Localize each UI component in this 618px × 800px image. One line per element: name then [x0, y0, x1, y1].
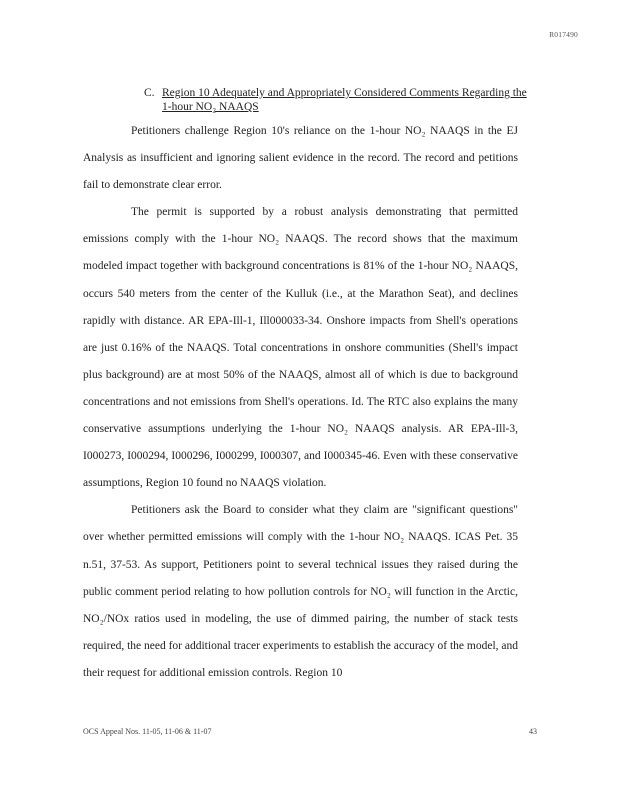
body-text	[83, 118, 518, 687]
paragraph: Petitioners challenge Region 10's reliance on the 1-hour NO₂ NAAQS in the EJ Analysis as insufficient and ignoring salient evidence in the record. The record and petitions fail to demonstrate clear error.	[83, 125, 518, 192]
footer-citation: OCS Appeal Nos. 11-05, 11-06 & 11-07	[83, 727, 212, 736]
section-title: Region 10 Adequately and Appropriately Considered Comments Regarding the 1-hour NO₂ NAAQS	[162, 87, 527, 113]
paragraph: The permit is supported by a robust analysis demonstrating that permitted emissions comply with the 1-hour NO₂ NAAQS. The record shows that the maximum modeled impact together with background concentrations is 81% of the 1-hour NO₂ NAAQS, occurs 540 meters from the center of the Kulluk (i.e., at the Marathon Seat), and declines rapidly with distance. AR EPA-Ill-1, Ill000033-34. Onshore impacts from Shell's operations are just 0.16% of the NAAQS. Total concentrations in onshore communities (Shell's impact plus background) are at most 50% of the NAAQS, almost all of which is due to background concentrations and not emissions from Shell's operations. Id. The RTC also explains the many conservative assumptions underlying the 1-hour NO₂ NAAQS analysis. AR EPA-Ill-3, I000273, I000294, I000296, I000299, I000307, and I000345-46. Even with these conservative assumptions, Region 10 found no NAAQS violation.	[83, 206, 518, 490]
section-number: C.	[144, 87, 155, 99]
section-heading	[144, 86, 534, 114]
page-number: 43	[529, 727, 537, 736]
paragraph: Petitioners ask the Board to consider what they claim are "significant questions" over whether permitted emissions will comply with the 1-hour NO₂ NAAQS. ICAS Pet. 35 n.51, 37-53. As support, Petitioners point to several technical issues they raised during the public comment period relating to how pollution controls for NO₂ will function in the Arctic, NO₂/NOx ratios used in modeling, the use of dimmed pairing, the number of stack tests required, the need for additional tracer experiments to establish the accuracy of the model, and their request for additional emission controls. Region 10	[83, 504, 518, 679]
bates-number: R017490	[549, 30, 578, 39]
